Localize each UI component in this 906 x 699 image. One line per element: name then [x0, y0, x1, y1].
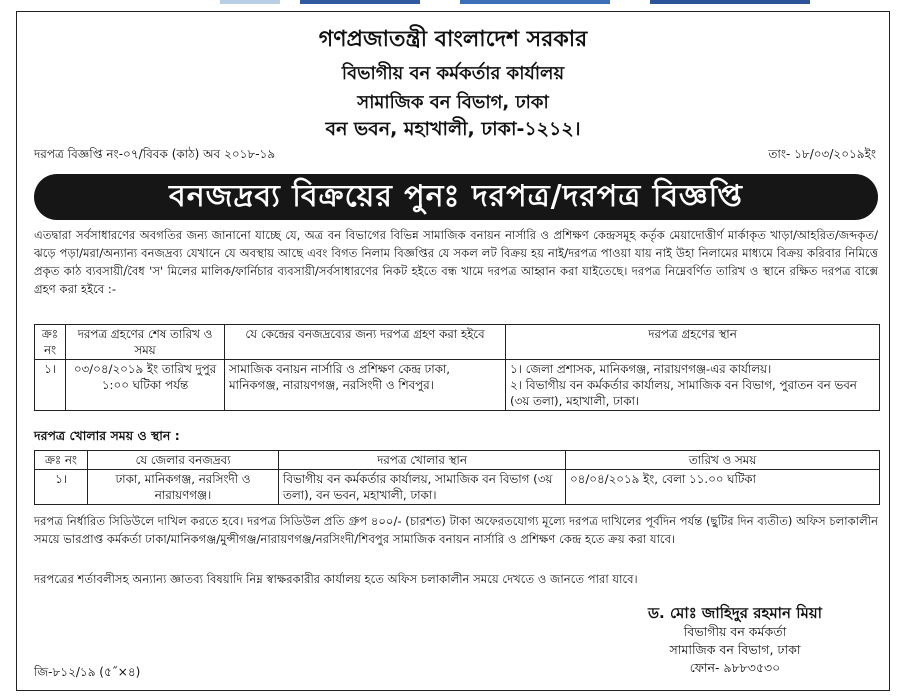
col-centers: যে কেন্দ্রের বনজদ্রব্যের জন্য দরপত্র গ্রহণ করা হইবে	[225, 325, 506, 360]
col-datetime: তারিখ ও সময়	[566, 451, 880, 470]
terms-paragraph: দরপত্রের শর্তাবলীসহ অন্যান্য জ্ঞাতব্য বিষয়াদি নিম্ন স্বাক্ষরকারীর কার্যালয় হতে অফিস চলাকালীন সময়ে দেখতে ও জানতে পারা যাবে।	[34, 572, 638, 586]
table-row	[35, 360, 880, 411]
opening-table	[34, 450, 880, 505]
signatory-office: সামাজিক বন বিভাগ, ঢাকা	[669, 642, 801, 657]
table-row	[35, 470, 880, 505]
print-code: জি-৮১২/১৯ (৫˝×৪)	[34, 665, 141, 679]
col-deadline: দরপত্র গ্রহণের শেষ তারিখ ও সময়	[66, 325, 225, 360]
col-place: দরপত্র গ্রহণের স্থান	[506, 325, 880, 360]
division-title: সামাজিক বন বিভাগ, ঢাকা	[357, 92, 549, 113]
banner-title: বনজদ্রব্য বিক্রয়ের পুনঃ দরপত্র/দরপত্র বিজ্ঞপ্তি	[169, 179, 743, 214]
notice-banner	[34, 174, 878, 220]
row-places	[506, 360, 880, 411]
office-title: বিভাগীয় বন কর্মকর্তার কার্যালয়	[341, 63, 565, 84]
row-opening-place: বিভাগীয় বন কর্মকর্তার কার্যালয়, সামাজিক বন বিভাগ (৩য় তলা), বন ভবন, মহাখালী, ঢাকা।	[279, 470, 566, 505]
receipt-place-2: ২। বিভাগীয় বন কর্মকর্তার কার্যালয়, সামাজিক বন বিভাগ, পুরাতন বন ভবন (৩য় তলা), মহাখালী, ঢাকা।	[510, 378, 857, 408]
signatory-phone: ফোন- ৯৮৮৩৫৩০	[689, 660, 781, 675]
signatory-name: ড. মোঃ জাহিদুর রহমান মিয়া	[647, 604, 823, 622]
col-districts: যে জেলার বনজদ্রব্য	[88, 451, 279, 470]
intro-paragraph: এতদ্বারা সর্বসাধারণের অবগতির জন্য জানানো যাচ্ছে যে, অত্র বন বিভাগের বিভিন্ন সামাজিক বনায়ন নার্সারি ও প্রশিক্ষণ কেন্দ্রসমূহ কর্তৃক মেয়াদোত্তীর্ণ মার্কাকৃত খাড়া/আহরিত/জব্দকৃত/ঝড়ে পড়া/মরা/অন্যান্য বনজদ্রব্য যেখানে যে অবস্থায় আছে এবং বিগত নিলাম বিজ্ঞপ্তির যে সকল লট বিক্রয় হয় নাই/দরপত্র পাওয়া যায় নাই উহা নিলামের মাধ্যমে বিক্রয় করিবার নিমিত্তে প্রকৃত কাঠ ব্যবসায়ী/বৈধ 'স' মিলের মালিক/ফার্নিচার ব্যবসায়ী/সর্বসাধারণের নিকট হইতে বন্ধ খামে দরপত্র আহ্বান করা যাইতেছে। দরপত্র নিম্নেবর্ণিত তারিখ ও স্থানে রক্ষিত দরপত্র বাক্সে গ্রহণ করা হইবে :-	[34, 228, 878, 296]
row-districts: ঢাকা, মানিকগঞ্জ, নরসিংদী ও নারায়ণগঞ্জ।	[88, 470, 279, 505]
notice-date: তাং- ১৮/০৩/২০১৯ইং	[768, 147, 876, 161]
col-serial: ক্রঃ নং	[35, 451, 88, 470]
row-serial: ১।	[35, 360, 66, 411]
top-color-strip	[0, 0, 906, 4]
row-serial: ১।	[35, 470, 88, 505]
memo-number: দরপত্র বিজ্ঞপ্তি নং-০৭/বিবক (কাঠ) অব ২০১৮-১৯	[34, 147, 276, 161]
office-address: বন ভবন, মহাখালী, ঢাকা-১২১২।	[325, 118, 581, 140]
col-opening-place: দরপত্র খোলার স্থান	[279, 451, 566, 470]
signatory-designation: বিভাগীয় বন কর্মকর্তা	[683, 624, 787, 639]
receipt-place-1: ১। জেলা প্রশাসক, মানিকগঞ্জ, নারায়ণগঞ্জ-এর কার্যালয়।	[510, 362, 772, 376]
opening-table-header	[35, 451, 880, 470]
schedule-paragraph: দরপত্র নির্ধারিত সিডিউলে দাখিল করতে হবে। দরপত্র সিডিউল প্রতি গ্রুপ ৪০০/- (চারশত) টাকা অফেরতযোগ্য মূল্যে দরপত্র দাখিলের পূর্বদিন পর্যন্ত (ছুটির দিন ব্যতীত) অফিস চলাকালীন সময়ে ভারপ্রাপ্ত কর্মকর্তা ঢাকা/মানিকগঞ্জ/মুন্সীগঞ্জ/নারায়ণগঞ্জ/নরসিংদী/শিবপুর সামাজিক বনায়ন নার্সারি ও প্রশিক্ষণ কেন্দ্র হতে ক্রয় করা যাবে।	[34, 514, 878, 546]
col-serial: ক্রঃ নং	[35, 325, 66, 360]
row-centers: সামাজিক বনায়ন নার্সারি ও প্রশিক্ষণ কেন্দ্র ঢাকা, মানিকগঞ্জ, নারায়ণগঞ্জ, নরসিংদী ও শিবপুর।	[225, 360, 506, 411]
govt-title: গণপ্রজাতন্ত্রী বাংলাদেশ সরকার	[318, 27, 588, 52]
row-datetime: ০৪/০৪/২০১৯ ইং, বেলা ১১.০০ ঘটিকা	[566, 470, 880, 505]
receipt-table-header	[35, 325, 880, 360]
receipt-table	[34, 324, 880, 411]
opening-section-title: দরপত্র খোলার সময় ও স্থান :	[34, 428, 180, 443]
row-deadline: ০৩/০৪/২০১৯ ইং তারিখ দুপুর ১:০০ ঘটিকা পর্যন্ত	[66, 360, 225, 411]
